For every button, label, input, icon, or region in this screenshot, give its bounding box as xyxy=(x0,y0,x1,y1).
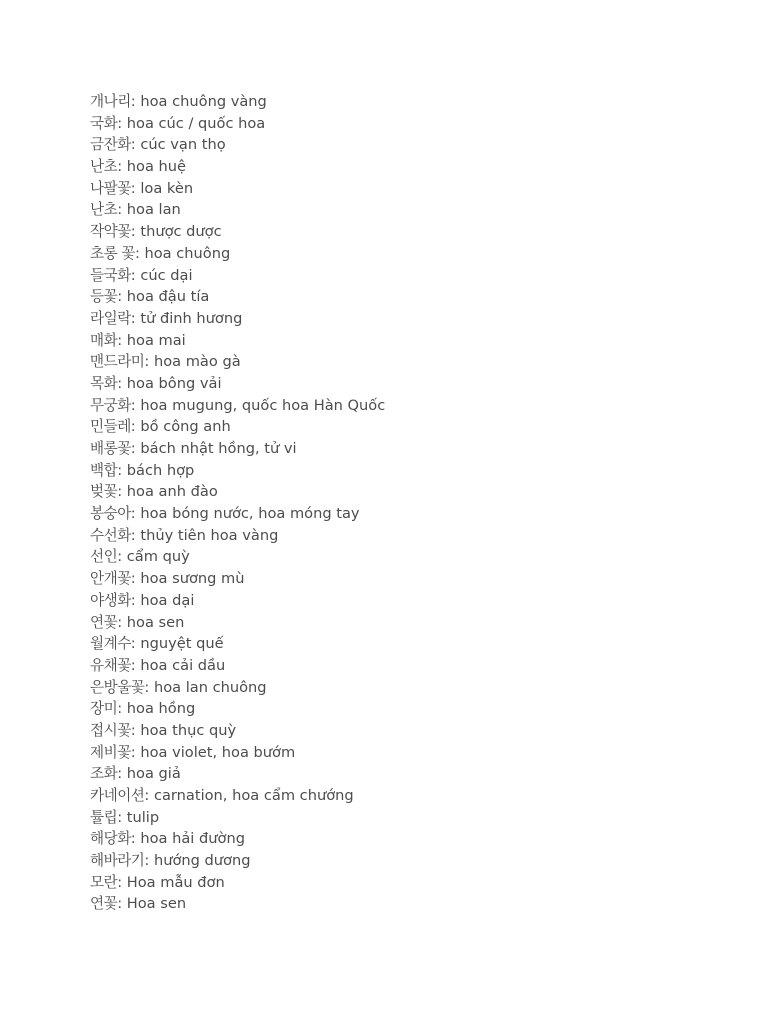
vocabulary-entry: 튤립: tulip xyxy=(90,808,160,826)
entry-term: 연꽃 xyxy=(90,895,118,913)
entry-term: 나팔꽃 xyxy=(90,179,131,197)
entry-meaning: bách nhật hồng, tử vi xyxy=(140,440,297,457)
entry-meaning: hoa lan xyxy=(126,201,181,219)
entry-meaning: nguyệt quế xyxy=(140,635,224,653)
entry-meaning: thược dược xyxy=(140,223,222,241)
vocabulary-entry: 해당화: hoa hải đường xyxy=(90,830,245,848)
entry-meaning: hoa cải dầu xyxy=(140,656,226,674)
entry-term: 봉숭아 xyxy=(90,505,131,523)
entry-term: 수선화 xyxy=(90,526,131,544)
vocabulary-entry: 은방울꽃: hoa lan chuông xyxy=(90,678,267,696)
entry-term: 등꽃 xyxy=(90,288,118,306)
entry-meaning: hoa bông vải xyxy=(126,374,222,392)
entry-term: 연꽃 xyxy=(90,613,118,631)
vocabulary-entry: 접시꽃: hoa thục quỳ xyxy=(90,721,237,739)
entry-term: 야생화 xyxy=(90,591,131,609)
entry-term: 유채꽃 xyxy=(90,656,131,674)
entry-term: 제비꽃 xyxy=(90,743,131,761)
entry-term: 조화 xyxy=(90,765,118,783)
entry-term: 벚꽃 xyxy=(90,483,118,501)
vocabulary-entry: 봉숭아: hoa bóng nước, hoa móng tay xyxy=(90,505,360,523)
entry-meaning: carnation, hoa cẩm chướng xyxy=(153,787,354,804)
entry-meaning: hoa hồng xyxy=(126,700,196,718)
entry-term: 라일락 xyxy=(90,309,131,327)
entry-meaning: loa kèn xyxy=(140,179,194,197)
entry-meaning: hoa violet, hoa bướm xyxy=(140,743,296,761)
vocabulary-entry: 모란: Hoa mẫu đơn xyxy=(90,873,225,891)
vocabulary-entry: 난초: hoa huệ xyxy=(90,158,187,176)
entry-meaning: cẩm quỳ xyxy=(126,548,190,566)
entry-term: 목화 xyxy=(90,374,118,392)
entry-meaning: tulip xyxy=(126,808,160,826)
vocabulary-entry: 수선화: thủy tiên hoa vàng xyxy=(90,526,279,544)
entry-meaning: hoa cúc / quốc hoa xyxy=(126,114,266,132)
entry-meaning: thủy tiên hoa vàng xyxy=(140,526,279,544)
entry-term: 국화 xyxy=(90,114,118,132)
entry-meaning: cúc dại xyxy=(140,266,193,284)
entry-term: 모란 xyxy=(90,873,118,891)
vocabulary-entry: 배롱꽃: bách nhật hồng, tử vi xyxy=(90,440,297,457)
entry-meaning: hoa bóng nước, hoa móng tay xyxy=(140,505,360,523)
entry-term: 은방울꽃 xyxy=(90,678,145,696)
entry-term: 해바라기 xyxy=(90,852,145,870)
vocabulary-entry: 안개꽃: hoa sương mù xyxy=(90,570,245,588)
entry-term: 들국화 xyxy=(90,266,131,284)
vocabulary-entry: 등꽃: hoa đậu tía xyxy=(90,288,210,306)
entry-term: 개나리 xyxy=(90,93,131,110)
entry-term: 무궁화 xyxy=(90,396,131,414)
entry-meaning: hoa mai xyxy=(126,331,186,349)
vocabulary-entry: 들국화: cúc dại xyxy=(90,266,193,284)
vocabulary-entry: 벚꽃: hoa anh đào xyxy=(90,483,218,501)
vocabulary-entry: 무궁화: hoa mugung, quốc hoa Hàn Quốc xyxy=(90,396,386,414)
vocabulary-entry: 금잔화: cúc vạn thọ xyxy=(90,136,226,154)
entry-meaning: cúc vạn thọ xyxy=(140,136,226,154)
vocabulary-entry: 월계수: nguyệt quế xyxy=(90,635,224,653)
entry-meaning: tử đinh hương xyxy=(140,309,243,327)
entry-meaning: hướng dương xyxy=(153,852,251,870)
entry-meaning: hoa dại xyxy=(140,591,195,609)
entry-term: 카네이션 xyxy=(90,787,145,804)
entry-term: 금잔화 xyxy=(90,136,131,154)
entry-term: 작약꽃 xyxy=(90,223,131,241)
vocabulary-entry: 매화: hoa mai xyxy=(90,331,186,349)
entry-term: 튤립 xyxy=(90,808,118,826)
vocabulary-entry: 목화: hoa bông vải xyxy=(90,374,222,392)
vocabulary-entry: 개나리: hoa chuông vàng xyxy=(90,93,267,110)
vocabulary-entry: 장미: hoa hồng xyxy=(90,700,196,718)
vocabulary-entry: 맨드라미: hoa mào gà xyxy=(90,353,241,371)
entry-meaning: hoa thục quỳ xyxy=(140,721,237,739)
vocabulary-entry: 백합: bách hợp xyxy=(90,461,195,479)
vocabulary-entry: 연꽃: Hoa sen xyxy=(90,895,187,913)
vocabulary-list xyxy=(90,91,385,915)
entry-term: 초롱 꽃 xyxy=(90,244,135,262)
vocabulary-entry: 연꽃: hoa sen xyxy=(90,613,185,631)
entry-meaning: hoa hải đường xyxy=(140,830,245,848)
entry-term: 접시꽃 xyxy=(90,721,131,739)
entry-meaning: hoa mào gà xyxy=(153,353,241,371)
entry-term: 배롱꽃 xyxy=(90,440,131,457)
entry-term: 맨드라미 xyxy=(90,353,145,371)
vocabulary-entry: 조화: hoa giả xyxy=(90,765,181,783)
vocabulary-entry: 카네이션: carnation, hoa cẩm chướng xyxy=(90,787,354,804)
entry-meaning: hoa sương mù xyxy=(140,570,245,588)
vocabulary-entry: 국화: hoa cúc / quốc hoa xyxy=(90,114,266,132)
vocabulary-entry: 유채꽃: hoa cải dầu xyxy=(90,656,226,674)
entry-meaning: hoa lan chuông xyxy=(153,678,267,696)
entry-term: 안개꽃 xyxy=(90,570,131,588)
entry-meaning: hoa đậu tía xyxy=(126,288,210,306)
entry-meaning: bách hợp xyxy=(126,461,195,479)
vocabulary-entry: 작약꽃: thược dược xyxy=(90,223,222,241)
entry-meaning: hoa anh đào xyxy=(126,483,218,501)
entry-term: 백합 xyxy=(90,461,118,479)
entry-meaning: hoa sen xyxy=(126,613,185,631)
entry-meaning: hoa giả xyxy=(126,765,181,783)
entry-term: 난초 xyxy=(90,201,118,219)
vocabulary-entry: 나팔꽃: loa kèn xyxy=(90,179,194,197)
entry-term: 민들레 xyxy=(90,418,131,436)
entry-term: 장미 xyxy=(90,700,118,718)
vocabulary-entry: 제비꽃: hoa violet, hoa bướm xyxy=(90,743,296,761)
vocabulary-entry: 난초: hoa lan xyxy=(90,201,181,219)
entry-term: 해당화 xyxy=(90,830,131,848)
vocabulary-entry: 해바라기: hướng dương xyxy=(90,852,251,870)
entry-term: 난초 xyxy=(90,158,118,176)
vocabulary-entry: 선인: cẩm quỳ xyxy=(90,548,190,566)
entry-meaning: hoa mugung, quốc hoa Hàn Quốc xyxy=(140,396,386,414)
entry-meaning: hoa chuông xyxy=(144,244,231,262)
entry-meaning: Hoa mẫu đơn xyxy=(126,873,225,891)
entry-term: 월계수 xyxy=(90,635,131,653)
entry-meaning: hoa chuông vàng xyxy=(140,93,267,110)
entry-meaning: bồ công anh xyxy=(140,418,231,436)
vocabulary-entry: 라일락: tử đinh hương xyxy=(90,309,243,327)
entry-term: 매화 xyxy=(90,331,118,349)
vocabulary-entry: 야생화: hoa dại xyxy=(90,591,195,609)
entry-term: 선인 xyxy=(90,548,118,566)
entry-meaning: hoa huệ xyxy=(126,158,187,176)
vocabulary-entry: 초롱 꽃: hoa chuông xyxy=(90,244,231,262)
entry-meaning: Hoa sen xyxy=(126,895,187,913)
vocabulary-entry: 민들레: bồ công anh xyxy=(90,418,231,436)
